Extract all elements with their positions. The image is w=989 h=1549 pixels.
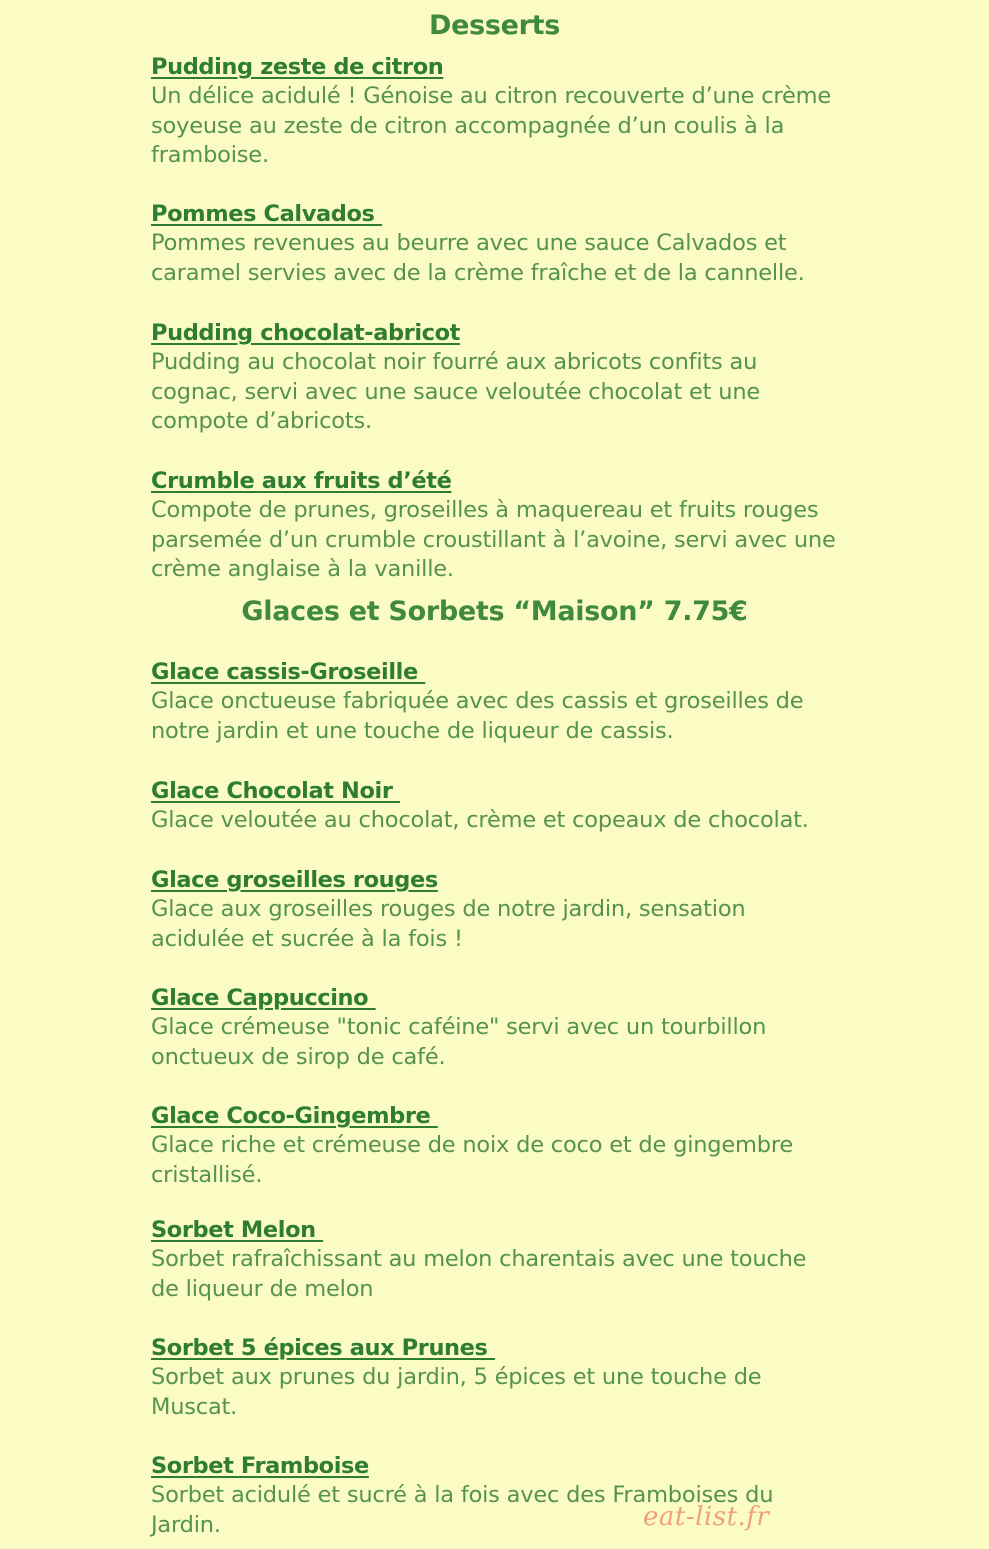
menu-item xyxy=(151,865,911,954)
menu-item xyxy=(151,1101,911,1190)
item-description: Sorbet acidulé et sucré à la fois avec des Framboises du Jardin. xyxy=(151,1482,774,1538)
item-description: Glace onctueuse fabriquée avec des cassis et groseilles de notre jardin et une touche de liqueur de cassis. xyxy=(151,688,804,744)
item-name: Crumble aux fruits d’été xyxy=(151,468,452,494)
menu-item xyxy=(151,776,911,836)
menu-item xyxy=(151,1333,911,1422)
item-name: Sorbet Framboise xyxy=(151,1453,369,1479)
item-description: Sorbet rafraîchissant au melon charentais avec une touche de liqueur de melon xyxy=(151,1246,807,1302)
section-title-desserts: Desserts xyxy=(428,10,561,41)
item-name: Pudding zeste de citron xyxy=(151,54,444,80)
item-name: Glace groseilles rouges xyxy=(151,867,438,893)
item-description: Glace crémeuse "tonic caféine" servi avec un tourbillon onctueux de sirop de café. xyxy=(151,1014,767,1070)
item-description: Glace riche et crémeuse de noix de coco et de gingembre cristallisé. xyxy=(151,1132,794,1188)
item-description: Compote de prunes, groseilles à maquereau et fruits rouges parsemée d’un crumble croustillant à l’avoine, servi avec une crème anglaise à la vanille. xyxy=(151,497,836,582)
menu-item xyxy=(151,657,911,746)
item-name: Pudding chocolat-abricot xyxy=(151,320,461,346)
item-description: Glace aux groseilles rouges de notre jardin, sensation acidulée et sucrée à la fois ! xyxy=(151,896,746,952)
menu-item xyxy=(151,318,911,437)
section-title-glaces-sorbets: Glaces et Sorbets “Maison” 7.75€ xyxy=(241,596,748,627)
item-name: Pommes Calvados xyxy=(151,201,382,227)
item-description: Un délice acidulé ! Génoise au citron recouverte d’une crème soyeuse au zeste de citron accompagnée d’un coulis à la framboise. xyxy=(151,83,831,168)
item-description: Glace veloutée au chocolat, crème et copeaux de chocolat. xyxy=(151,807,809,833)
item-description: Pommes revenues au beurre avec une sauce Calvados et caramel servies avec de la crème fraîche et de la cannelle. xyxy=(151,230,805,286)
item-description: Pudding au chocolat noir fourré aux abricots confits au cognac, servi avec une sauce veloutée chocolat et une compote d’abricots. xyxy=(151,349,761,434)
menu-item xyxy=(151,1451,911,1540)
menu-item xyxy=(151,466,911,585)
item-name: Sorbet 5 épices aux Prunes xyxy=(151,1335,495,1361)
watermark-logo: eat-list.fr xyxy=(643,1502,770,1532)
menu-item xyxy=(151,983,911,1072)
item-name: Glace cassis-Groseille xyxy=(151,659,426,685)
menu-item xyxy=(151,52,911,171)
item-name: Glace Coco-Gingembre xyxy=(151,1103,438,1129)
item-name: Glace Chocolat Noir xyxy=(151,778,400,804)
item-name: Sorbet Melon xyxy=(151,1217,324,1243)
menu-item xyxy=(151,1215,911,1304)
item-name: Glace Cappuccino xyxy=(151,985,376,1011)
menu-item xyxy=(151,199,911,288)
item-description: Sorbet aux prunes du jardin, 5 épices et une touche de Muscat. xyxy=(151,1364,762,1420)
